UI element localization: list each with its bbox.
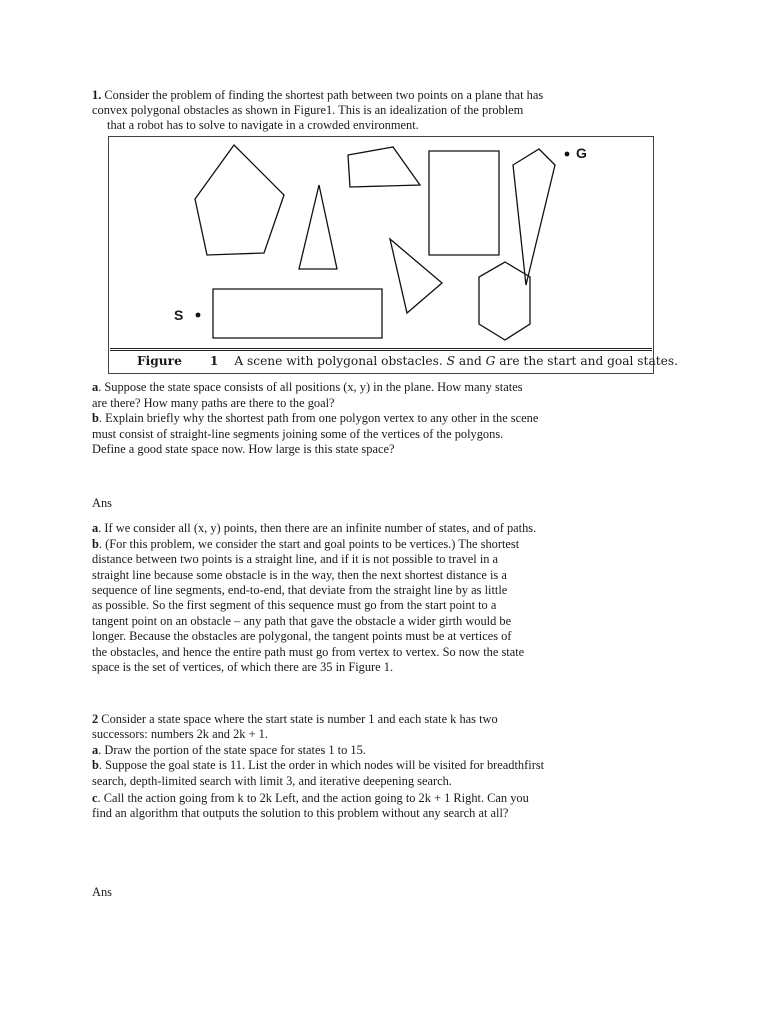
q1-part-b-line-2: must consist of straight-line segments joining some of the vertices of the polygons. [92,427,504,441]
kite-obstacle [513,149,555,285]
q2-b-text-1: . Suppose the goal state is 11. List the order in which nodes will be visited for breadthfirst [98,758,545,772]
caption-rule-thin [110,350,652,351]
q2-c-line-2: find an algorithm that outputs the solution to this problem without any search at all? [92,806,509,820]
rectangle-obstacle-upper [429,151,499,255]
q1-intro-line-1 [92,88,543,104]
q1-intro-text-1: Consider the problem of finding the shortest path between two points on a plane that has [101,88,544,102]
q2-c-line-1 [92,791,529,807]
caption-s: S [446,354,455,368]
caption-rule [110,348,652,349]
ans1-b-line-4: sequence of line segments, end-to-end, that deviate from the straight line by as little [92,583,508,597]
rectangle-obstacle-lower [213,289,382,338]
caption-figure-word: Figure [137,354,182,368]
q1-part-a-letter: a [92,380,99,394]
pentagon-obstacle [195,145,284,255]
q2-c-text-1: . Call the action going from k to 2k Left, and the action going to 2k + 1 Right. Can you [97,791,529,805]
q1-part-a-line-1 [92,380,523,396]
q2-a-letter: a [92,743,99,757]
ans1-b-line-8: the obstacles, and hence the entire path must go from vertex to vertex. So now the state [92,645,525,659]
caption-g: G [485,354,496,368]
q1-part-b-text-1: . Explain briefly why the shortest path from one polygon vertex to any other in the scene [98,411,539,425]
ans1-b-line-5: as possible. So the first segment of this sequence must go from the start point to a [92,598,497,612]
q1-part-a-text-1: . Suppose the state space consists of all positions (x, y) in the plane. How many states [98,380,523,394]
q2-number: 2 [92,712,99,726]
figure-1 [108,136,678,374]
figure-caption [137,354,678,369]
ans1-b-letter: b [92,537,99,551]
q2-intro-line-2: successors: numbers 2k and 2k + 1. [92,727,268,741]
ans1-b-line-2: distance between two points is a straight line, and if it is not possible to travel in a [92,552,499,566]
q1-intro-line-2: convex polygonal obstacles as shown in Figure1. This is an idealization of the problem [92,103,524,117]
ans1-b-line-7: longer. Because the obstacles are polygonal, the tangent points must be at vertices of [92,629,512,643]
q1-number: 1. [92,88,102,102]
q2-intro-text-1: Consider a state space where the start state is number 1 and each state k has two [98,712,498,726]
ans1-heading: Ans [92,496,112,510]
ans1-a-text: . If we consider all (x, y) points, then there are an infinite number of states, and of paths. [98,521,537,535]
figure-1-drawing [109,137,655,375]
quadrilateral-obstacle [348,147,420,187]
q2-b-line-1 [92,758,544,774]
ans1-a-line [92,521,536,537]
ans1-a-letter: a [92,521,99,535]
goal-point [565,152,570,157]
q1-part-b-letter: b [92,411,99,425]
caption-text-c: are the start and goal states. [495,354,678,368]
hexagon-obstacle [479,262,530,340]
start-label: S [174,307,184,323]
q2-b-line-2: search, depth-limited search with limit 3, and iterative deepening search. [92,774,452,788]
caption-text-b: and [455,354,486,368]
triangle-obstacle-small [390,239,442,313]
q2-b-letter: b [92,758,99,772]
ans2-heading: Ans [92,885,112,899]
q2-c-letter: c [92,791,98,805]
ans1-b-line-1 [92,537,519,553]
q1-part-b-line-1 [92,411,538,427]
ans1-b-line-9: space is the set of vertices, of which there are 35 in Figure 1. [92,660,394,674]
start-point [196,313,201,318]
ans1-b-line-3: straight line because some obstacle is in the way, then the next shortest distance is a [92,568,507,582]
q2-intro-line-1 [92,712,498,728]
ans1-b-line-6: tangent point on an obstacle – any path that gave the obstacle a wider girth would be [92,614,512,628]
q2-a-text: . Draw the portion of the state space for states 1 to 15. [98,743,366,757]
q2-a-line [92,743,366,759]
q1-part-a-line-2: are there? How many paths are there to the goal? [92,396,335,410]
goal-label: G [576,145,587,161]
ans1-b-text-1: . (For this problem, we consider the start and goal points to be vertices.) The shortest [98,537,520,551]
q1-part-b-line-3: Define a good state space now. How large is this state space? [92,442,395,456]
triangle-obstacle-tall [299,185,337,269]
caption-text-a: A scene with polygonal obstacles. [234,354,447,368]
q1-intro-line-3: that a robot has to solve to navigate in a crowded environment. [107,118,419,132]
caption-figure-number: 1 [209,354,219,368]
